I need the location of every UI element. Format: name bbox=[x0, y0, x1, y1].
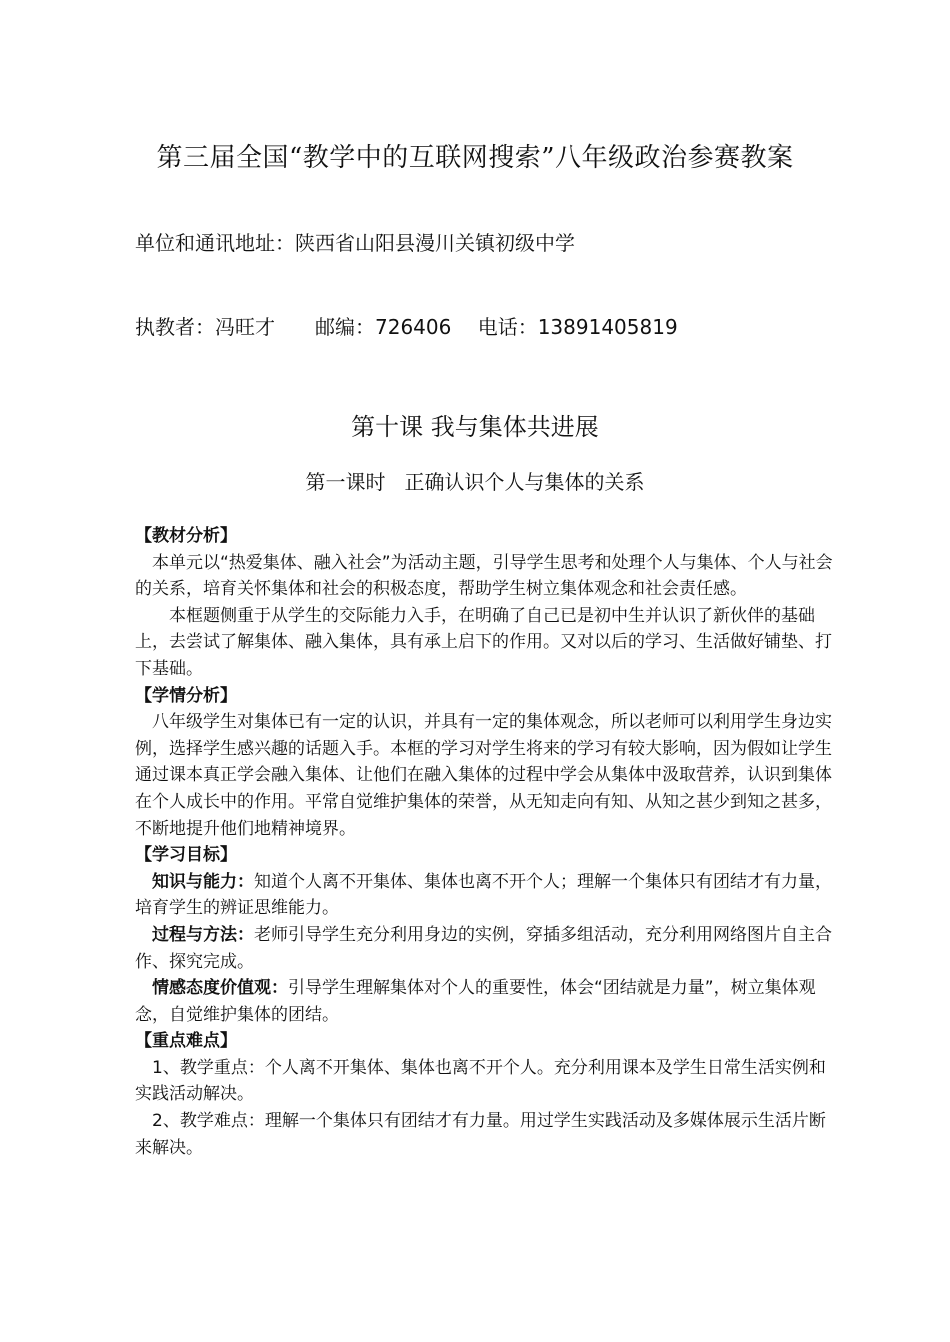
goal-label: 情感态度价值观： bbox=[152, 978, 288, 999]
contact-line: 执教者：冯旺才 邮编：726406 电话：13891405819 bbox=[135, 315, 678, 339]
goal-label: 过程与方法： bbox=[152, 924, 254, 945]
section-heading-student: 【学情分析】 bbox=[135, 685, 237, 706]
goal-knowledge bbox=[135, 869, 840, 922]
section-heading-key-points: 【重点难点】 bbox=[135, 1031, 237, 1052]
period-title: 第一课时 正确认识个人与集体的关系 bbox=[305, 470, 645, 494]
paragraph: 八年级学生对集体已有一定的认识，并具有一定的集体观念，所以老师可以利用学生身边实例，选择学生感兴趣的话题入手。本框的学习对学生将来的学习有较大影响，因为假如让学生通过课本真正学会融入集体、让他们在融入集体的过程中学会从集体中汲取营养，认识到集体在个人成长中的作用。平常自觉维护集体的荣誉，从无知走向有知、从知之甚少到知之甚多，不断地提升他们地精神境界。 bbox=[135, 712, 832, 839]
goal-text: 知道个人离不开集体、集体也离不开个人；理解一个集体只有团结才有力量，培育学生的辨证思维能力。 bbox=[135, 871, 832, 919]
lesson-title: 第十课 我与集体共进展 bbox=[351, 413, 599, 441]
key-point: 1、教学重点：个人离不开集体、集体也离不开个人。充分利用课本及学生日常生活实例和实践活动解决。 bbox=[135, 1057, 826, 1105]
section-heading-textbook: 【教材分析】 bbox=[135, 526, 237, 546]
unit-address-line: 单位和通讯地址：陕西省山阳县漫川关镇初级中学 bbox=[135, 231, 575, 255]
goal-label: 知识与能力： bbox=[152, 871, 254, 892]
goal-text: 老师引导学生充分利用身边的实例，穿插多组活动，充分利用网络图片自主合作、探究完成。 bbox=[135, 924, 832, 972]
section-heading-goals: 【学习目标】 bbox=[135, 845, 237, 866]
key-point: 2、教学难点：理解一个集体只有团结才有力量。用过学生实践活动及多媒体展示生活片断来解决。 bbox=[135, 1111, 826, 1158]
goal-text: 引导学生理解集体对个人的重要性，体会“团结就是力量”，树立集体观念，自觉维护集体的团结。 bbox=[135, 978, 816, 1025]
paragraph: 本框题侧重于从学生的交际能力入手，在明确了自己已是初中生并认识了新伙伴的基础上，去尝试了解集体、融入集体，具有承上启下的作用。又对以后的学习、生活做好铺垫、打下基础。 bbox=[135, 605, 832, 679]
paragraph: 本单元以“热爱集体、融入社会”为活动主题，引导学生思考和处理个人与集体、个人与社会的关系，培育关怀集体和社会的积极态度，帮助学生树立集体观念和社会责任感。 bbox=[135, 552, 833, 600]
goal-process bbox=[135, 922, 840, 975]
document-title: 第三届全国“教学中的互联网搜索”八年级政治参赛教案 bbox=[156, 143, 794, 173]
document-body bbox=[135, 523, 840, 1161]
goal-emotion bbox=[135, 975, 840, 1028]
